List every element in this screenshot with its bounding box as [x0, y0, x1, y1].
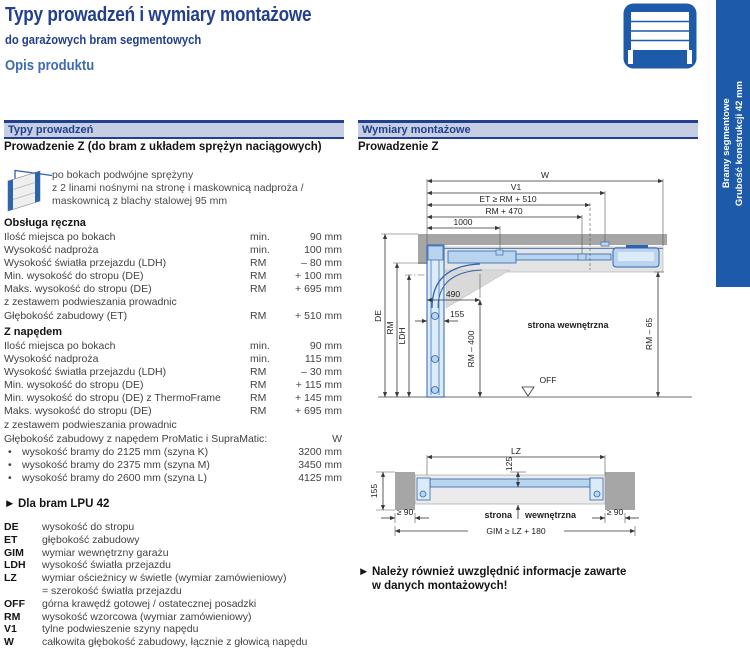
row-label: Min. wysokość do stropu (DE) [4, 379, 144, 392]
row-value: + 115 mm [295, 379, 342, 392]
table-row [4, 405, 342, 418]
roller-left [420, 491, 426, 497]
legend-abbr: ET [4, 533, 18, 546]
row-label: Ilość miejsca po bokach [4, 231, 116, 243]
row-value: 4125 mm [298, 472, 342, 485]
manual-operation-table [4, 231, 342, 323]
row-ref: RM [250, 270, 267, 283]
legend-abbr: LDH [4, 559, 26, 572]
spring-pack [448, 251, 516, 263]
table-row [4, 353, 342, 366]
legend-desc: górna krawędź gotowej / ostatecznej posadzki [42, 597, 257, 610]
door-panel-section [430, 479, 590, 487]
bullet-icon: • [8, 472, 12, 485]
rear-suspension-bracket [601, 242, 609, 246]
row-label: Wysokość nadproża [4, 353, 99, 366]
dim-label-1000: 1000 [453, 217, 473, 227]
legend-abbr: DE [4, 521, 19, 533]
row-value: – 30 mm [301, 366, 342, 379]
legend-desc: wymiar ościeżnicy w świetle (wymiar zamówieniowy) [42, 572, 287, 585]
dim-label-rm: RM [385, 321, 395, 335]
legend-row [4, 521, 307, 534]
bullet-icon: • [8, 446, 12, 459]
dim-label-155: 155 [369, 483, 379, 499]
bullet-icon: • [8, 459, 12, 472]
dim-label-125: 125 [504, 456, 514, 472]
legend-row [4, 636, 307, 649]
roller-right [594, 491, 600, 497]
dim-label-et: ET ≥ RM + 510 [479, 194, 537, 204]
row-label: z zestawem podwieszania prowadnic [4, 296, 177, 309]
inner-side-label: strona wewnętrzna [527, 320, 609, 330]
triangle-bullet-icon: ► [4, 498, 16, 510]
description-line: z 2 linami nośnymi na stronę i maskownicą nadproża / [52, 182, 304, 194]
description-line: po bokach podwójne sprężyny [52, 169, 194, 181]
legend-desc: wysokość do stropu [42, 521, 135, 533]
powered-operation-heading: Z napędem [4, 326, 63, 338]
door-panel-spring-icon [5, 166, 55, 219]
table-row [4, 379, 342, 392]
sectional-door-icon [622, 2, 698, 77]
rail-end-bracket [578, 254, 586, 260]
row-value: 115 mm [304, 353, 342, 366]
row-label: Min. wysokość do stropu (DE) [4, 270, 144, 283]
row-value: W [332, 433, 342, 445]
row-value: + 510 mm [295, 309, 342, 322]
legend-abbr: RM [4, 610, 21, 623]
row-ref: RM [250, 309, 267, 322]
row-ref: min. [250, 231, 270, 243]
dim-label-155: 155 [450, 309, 465, 319]
row-ref: RM [250, 379, 267, 392]
table-row [4, 257, 342, 270]
legend-abbr: V1 [4, 623, 17, 636]
dim-label-ldh: LDH [397, 327, 407, 345]
dim-label-de: DE [373, 310, 383, 322]
floor-level-icon [522, 387, 534, 396]
page-title: Typy prowadzeń i wymiary montażowe [5, 4, 312, 26]
row-ref: min. [250, 244, 270, 257]
legend-desc: całkowita głębokość zabudowy, łącznie z głowicą napędu [42, 636, 308, 649]
note-line1: Należy również uwzględnić informacje zawarte [372, 566, 627, 578]
operator-head-panel [618, 252, 654, 261]
table-row [4, 446, 342, 459]
row-label: Wysokość światła przejazdu (LDH) [4, 366, 167, 379]
rail-mid-bracket [496, 250, 503, 255]
row-ref [250, 419, 284, 432]
track-z-heading: Prowadzenie Z (do bram z układem sprężyn naciągowych) [4, 141, 322, 153]
dim-label-rm470: RM + 470 [485, 206, 523, 216]
legend-abbr: OFF [4, 597, 25, 610]
legend-desc: głębokość zabudowy [42, 533, 140, 546]
table-row [4, 310, 342, 323]
dim-label-w: W [540, 170, 550, 180]
table-row [4, 296, 342, 309]
legend-desc: wymiar wewnętrzny garażu [42, 546, 169, 559]
plan-section-drawing [368, 441, 700, 558]
section-header-mounting-dimensions: Wymiary montażowe [358, 120, 698, 139]
table-row [4, 472, 342, 485]
vertical-door-frame [427, 245, 444, 397]
legend-row [4, 611, 307, 624]
page-section-title: Opis produktu [5, 58, 95, 74]
sidebar-tab-text [720, 81, 746, 206]
dim-label-lz: LZ [511, 446, 521, 456]
wall-left [395, 472, 415, 510]
legend-row [4, 534, 307, 547]
row-ref: min. [250, 353, 270, 366]
table-row [4, 419, 342, 432]
sidebar-tab [716, 0, 750, 287]
description-line: maskownicą z blachy stalowej 95 mm [52, 195, 228, 207]
legend-row [4, 598, 307, 611]
table-row [4, 283, 342, 296]
row-label: Maks. wysokość do stropu (DE) [4, 283, 152, 296]
dim-label-gim: GIM ≥ LZ + 180 [486, 526, 546, 536]
row-value: 90 mm [309, 340, 342, 352]
row-label: Głębokość zabudowy (ET) [4, 309, 128, 322]
row-label: wysokość bramy do 2125 mm (szyna K) [22, 446, 209, 459]
legend-row [4, 547, 307, 560]
row-label: wysokość bramy do 2600 mm (szyna L) [22, 472, 207, 485]
dim-label-min90-left: ≥ 90 [396, 507, 414, 517]
legend-row [4, 585, 307, 598]
row-label: wysokość bramy do 2375 mm (szyna M) [22, 459, 210, 472]
table-row [4, 392, 342, 405]
legend-abbr [4, 585, 42, 598]
legend-row [4, 572, 307, 585]
legend-abbr: LZ [4, 572, 17, 585]
operator-rail [516, 254, 611, 260]
table-row [4, 459, 342, 472]
row-value: 90 mm [309, 231, 342, 243]
inner-side-label-1: strona [484, 510, 512, 520]
row-label: Głębokość zabudowy z napędem ProMatic i SupraMatic: [4, 433, 268, 445]
row-label: z zestawem podwieszania prowadnic [4, 418, 177, 431]
legend-desc: tylne podwieszenie szyny napędu [42, 623, 199, 636]
row-label: Wysokość nadproża [4, 244, 99, 257]
legend-desc: wysokość światła przejazdu [42, 559, 171, 572]
row-value: 3450 mm [298, 459, 342, 472]
row-ref: RM [250, 366, 267, 379]
row-value [284, 296, 342, 309]
legend-abbr: GIM [4, 546, 24, 559]
row-ref: RM [250, 257, 267, 270]
row-label: Min. wysokość do stropu (DE) z ThermoFrame [4, 392, 221, 405]
wall-right [605, 472, 635, 510]
dim-label-min90-right: ≥ 90 [606, 507, 624, 517]
row-value: + 695 mm [295, 405, 342, 418]
ceiling-slab [418, 234, 667, 245]
table-row [4, 340, 342, 353]
legend-desc: = szerokość światła przejazdu [42, 584, 182, 597]
inner-side-label-2: wewnętrzna [525, 510, 577, 520]
table-row [4, 244, 342, 257]
sidebar-tab-line1: Bramy segmentowe [721, 98, 732, 189]
legend-desc: wysokość wzorcowa (wymiar zamówieniowy) [42, 610, 252, 623]
for-doors-note [4, 498, 109, 510]
row-ref: min. [250, 340, 270, 352]
row-ref: RM [250, 283, 267, 296]
dim-label-rm400: RM – 400 [466, 330, 476, 368]
powered-operation-table [4, 340, 342, 432]
row-value: + 695 mm [295, 283, 342, 296]
row-ref: RM [250, 392, 267, 405]
row-label: Maks. wysokość do stropu (DE) [4, 405, 152, 418]
table-row [4, 270, 342, 283]
note-line2: w danych montażowych! [372, 579, 508, 592]
row-label: Ilość miejsca po bokach [4, 340, 116, 352]
drawing-heading: Prowadzenie Z [358, 141, 439, 153]
row-value: 3200 mm [298, 446, 342, 459]
row-value: + 145 mm [295, 392, 342, 405]
track-z-description [52, 169, 304, 208]
row-label: Wysokość światła przejazdu (LDH) [4, 257, 167, 270]
legend-row [4, 559, 307, 572]
table-row [4, 231, 342, 244]
section-header-track-types: Typy prowadzeń [4, 120, 344, 139]
dim-label-v1: V1 [510, 182, 522, 192]
table-row [4, 366, 342, 379]
sidebar-tab-line2: Grubość konstrukcji 42 mm [734, 80, 745, 207]
row-value [284, 419, 342, 432]
side-elevation-drawing [368, 166, 700, 411]
dim-label-rm65: RM – 65 [644, 317, 654, 351]
abbreviation-legend [4, 521, 307, 649]
legend-row [4, 623, 307, 636]
dim-label-490: 490 [445, 289, 461, 299]
manual-operation-heading: Obsługa ręczna [4, 217, 86, 229]
for-doors-text: Dla bram LPU 42 [18, 498, 110, 510]
row-value: 100 mm [304, 244, 342, 257]
triangle-bullet-icon: ► [358, 566, 370, 578]
row-ref [250, 296, 284, 309]
row-value: + 100 mm [295, 270, 342, 283]
operator-depth-table [4, 433, 342, 485]
mounting-data-note [358, 566, 626, 593]
dim-label-off: OFF [539, 375, 557, 385]
row-value: – 80 mm [301, 257, 342, 270]
table-row [4, 433, 342, 446]
page-subtitle: do garażowych bram segmentowych [5, 33, 202, 47]
legend-abbr: W [4, 636, 14, 649]
row-ref: RM [250, 405, 267, 418]
